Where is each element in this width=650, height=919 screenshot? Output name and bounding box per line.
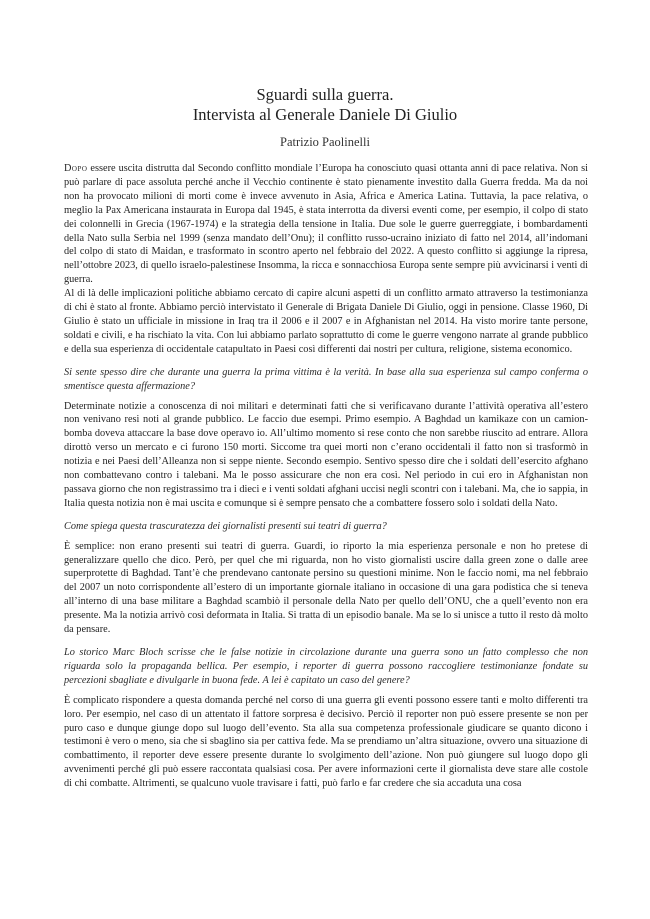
answer-3: È complicato rispondere a questa domanda perché nel corso di una guerra gli eventi possono essere tanti e molto differenti tra loro. Per esempio, nel caso di un attentato il fattore sorpresa è decisivo. Perciò il reporter non può essere presente se non per puro caso e dunque giunge dopo sul luogo dell’evento. Sta alla sua competenza professionale giudicare se quanto dicono i testimoni è vero o meno, sia che si sbaglino sia per cattiva fede. Ma se prendiamo un’altra situazione, ovvero una situazione di combattimento, il reporter deve essere presente durante lo svolgimento dell’azione. Non può giungere sul luogo dopo gli avvenimenti perché gli può essere raccontata qualsiasi cosa. Per avere informazioni certe il giornalista deve stare alle costole di chi combatte. Altrimenti, se qualcuno vuole travisare i fatti, può farlo e far credere che sia accaduta una cosa <box>64 694 588 790</box>
answer-2: È semplice: non erano presenti sui teatri di guerra. Guardi, io riporto la mia esperienza personale e non ho pretese di generalizzare quello che dico. Però, per quel che mi riguarda, non ho visto giornalisti uscire dalla green zone o dalle aree superprotette di Baghdad. Tant’è che prendevano cantonate persino su questioni minime. Non le faccio nomi, ma nel febbraio del 2007 un noto corrispondente all’estero di un importante giornale italiano in occasione di una gara podistica che si teneva all’interno di una base militare a Baghdad scambiò il personale della Nato per quello dell’ONU, che a quell’evento non era presente. Ma la notizia arrivò così deformata in Italia. Si tratta di un episodio banale. Ma se lo si unisce a tutto il resto dà molto da pensare. <box>64 540 588 636</box>
answer-1: Determinate notizie a conoscenza di noi militari e determinati fatti che si verificavano durante l’attività operativa all’estero non venivano resi noti al grande pubblico. Le faccio due esempi. Primo esempio. A Baghdad un kamikaze con un camion-bomba doveva attaccare la base dove operavo io. All’ultimo momento si rese conto che non sarebbe riuscito ad entrare. Allora dirottò verso un mercato e ci furono 150 morti. Siccome tra quei morti non c’erano occidentali il fatto non si trasformò in notizia e nei Paesi dell’Alleanza non si seppe niente. Secondo esempio. Sentivo spesso dire che i soldati dell’esercito afghano non combattevano contro i talebani. Ma le posso assicurare che non era così. Nel periodo in cui ero in Afghanistan non passava giorno che non registrassimo tra i dieci e i venti soldati afghani uccisi negli scontri con i talebani. Ma, che io sappia, in Italia questa notizia non è mai uscita e comunque si è sempre pensato che a combattere fossero solo i soldati della Nato. <box>64 400 588 509</box>
article-author: Patrizio Paolinelli <box>280 135 370 149</box>
question-3: Lo storico Marc Bloch scrisse che le false notizie in circolazione durante una guerra sono un fatto complesso che non riguarda solo la propaganda bellica. Per esempio, i reporter di guerra possono raccogliere testimonianze fondate su percezioni sbagliate e divulgarle in buona fede. A lei è capitato un caso del genere? <box>64 647 588 686</box>
intro-paragraph-2: Al di là delle implicazioni politiche abbiamo cercato di capire alcuni aspetti di un conflitto armato attraverso la testimonianza di chi è stato al fronte. Abbiamo perciò intervistato il Generale di Brigata Daniele Di Giulio, oggi in pensione. Classe 1960, Di Giulio è stato un ufficiale in missione in Iraq tra il 2006 e il 2007 e in Afghanistan nel 2014. Ha visto morire tante persone, soldati e civili, e ha rischiato la vita. Con lui abbiamo parlato soprattutto di come le guerre vengono narrate al grande pubblico e della sua esperienza di occidentale catapultato in Paesi così differenti dai nostri per cultura, religione, sistema economico. <box>64 288 588 355</box>
question-1: Si sente spesso dire che durante una guerra la prima vittima è la verità. In base alla sua esperienza sul campo conferma o smentisce questa affermazione? <box>64 366 588 392</box>
question-2: Come spiega questa trascuratezza dei giornalisti presenti sui teatri di guerra? <box>64 520 387 532</box>
article-title-line2: Intervista al Generale Daniele Di Giulio <box>192 105 458 124</box>
intro-paragraph-1 <box>64 162 588 287</box>
dropcap-word: Dopo <box>64 163 88 174</box>
article-body <box>64 162 588 791</box>
intro-paragraph-1-text: essere uscita distrutta dal Secondo conflitto mondiale l’Europa ha conosciuto quasi ottanta anni di pace relativa. Non si può parlare di pace assoluta perché anche il Vecchio continente è stato pienamente investito dalla Guerra fredda. Ma da noi non ha provocato milioni di morti come è invece avvenuto in Asia, Africa e America Latina. Tuttavia, la pace relativa, o meglio la Pax Americana instaurata in Europa dal 1945, è stata interrotta da diversi eventi come, per esempio, il colpo di stato dei colonnelli in Grecia (1967-1974) e la strategia della tensione in Italia. Due sole le guerre guerreggiate, i bombardamenti della Nato sulla Serbia nel 1999 (senza mandato dell’Onu); il conflitto russo-ucraino iniziato di fatto nel 2014, all’indomani del colpo di stato di Maidan, e trasformato in scontro aperto nel febbraio del 2022. A questo conflitto si aggiunge la ripresa, nell’ottobre 2023, di quello israelo-palestinese Insomma, la ricca e sonnacchiosa Europa sente sempre più avvicinarsi i venti di guerra. <box>64 163 588 286</box>
article-title-line1: Sguardi sulla guerra. <box>256 85 394 104</box>
